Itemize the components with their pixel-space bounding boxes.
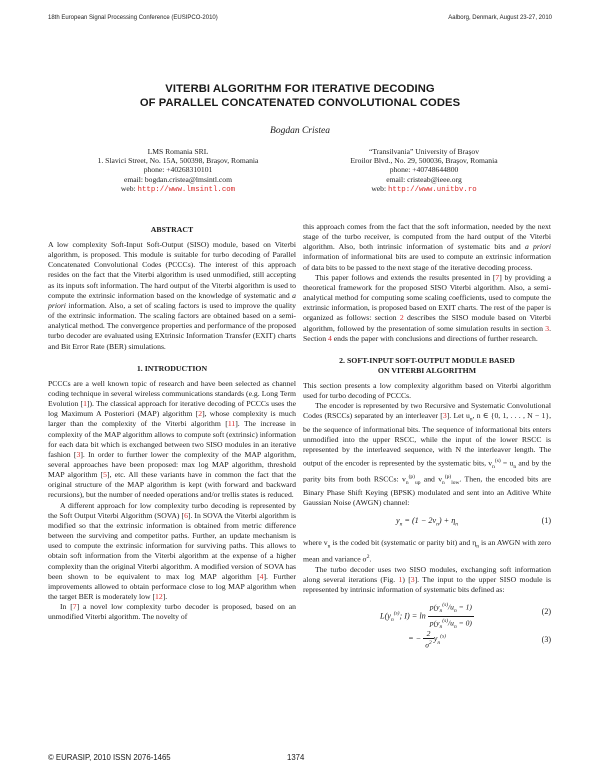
affiliation-address: Eroilor Blvd., No. 29, 500036, Braşov, Romania [350, 156, 498, 166]
citation-link[interactable]: 5 [103, 470, 108, 480]
running-header [48, 15, 552, 25]
affiliation-email: email: cristeab@ieee.org [386, 174, 462, 184]
citation-link[interactable]: 4 [259, 571, 264, 581]
section2-paragraph-4: The turbo decoder uses two SISO modules, exchanging soft information along several iterations (Fig. 1) [3]. The input to the upper SISO module is represented by intrinsic information of systematic bits defined as: [303, 564, 552, 595]
section2-paragraph-2: The encoder is represented by two Recursive and Systematic Convolutional Codes (RSCCs) separated by an interleaver [3]. Let $u_n$, n ∈ {0, 1, . . . , N − 1}, be the sequence of informational bits. The sequence of informational bits enters unmodified into the upper RSCC, while the input of the lower RSCC is represented by the interleaved sequence, with N the interleaver length. The output of the encoder is represented by the systematic bits, $v_n^{(s)} = u_n$ and by the parity bits from both RSCCs: $v_n^{(p)}_{up}$ and $v_n^{(p)}_{low}$. Then, the encoded bits are Binary Phase Shift Keying (BPSK) modulated and sent into an Aditive White Gaussian Noise (AWGN) channel: [303, 401, 552, 508]
citation-link[interactable]: 11 [227, 419, 236, 429]
intro-paragraph-1: PCCCs are a well known topic of research and have been selected as channel coding technique in several wireless communications standards (e.g. Long Term Evolution [1]). The classical approach for iterative decoding of PCCCs uses the log Maximum A Posteriori (MAP) algorithm [2], whose complexity is much larger than the complexity of the Viterbi algorithm [11]. The increase in complexity of the MAP algorithm allows to compute soft (extrinsic) information for each data bit which is exchanged between two SISO modules in an iterative fashion [3]. In order to further lower the complexity of the MAP algorithm, several approaches have been proposed: max log MAP algorithm, threshold MAP algorithm [5], etc. All these variants have in common the fact that the original structure of the MAP algorithm is kept (with forward and backward recursions), but the number of needed operations and/or trellis states is reduced. [48, 378, 297, 500]
title-line-1: VITERBI ALGORITHM FOR ITERATIVE DECODING [165, 83, 435, 95]
web-label: web: [120, 183, 138, 193]
equation-number: (2) [541, 607, 551, 617]
affiliation-web [304, 184, 544, 195]
section-link[interactable]: 2 [399, 313, 404, 323]
equation-2: $L(y_n^{(s)}$; I) = ln $\frac{p(y_n^{(s)}/u_n = 1)}{p(y_n^{(s)}/u_n = 0)}$ (2) [380, 602, 551, 631]
section2-heading: 2. SOFT-INPUT SOFT-OUTPUT MODULE BASED ON VITERBI ALGORITHM [339, 355, 515, 375]
conference-name: 18th European Signal Processing Conference (EUSIPCO-2010) [48, 15, 218, 21]
abstract-text: A low complexity Soft-Input Soft-Output (SISO) module, based on Viterbi algorithm, is proposed. This module is suitable for turbo decoding of Parallel Concatenated Convolutional Codes (PCCCs). The interest of this approach resides on the fact that the Viterbi algorithm is used unmodified, still accepting as its inputs soft information. The hard output of the Viterbi algorithm is used to compute the extrinsic information based on the knowledge of systematic and a priori information. Also, a set of scaling factors is used to improve the quality of the extrinsic information. The scaling factors are obtained based on a semi-analytical method. The convergence properties and performance of the proposed turbo decoder are evaluated using EXtrinsic Information Transfer (EXIT) charts and Bit Error Rate (BER) simulations. [48, 240, 296, 351]
intro-paragraph-2: A different approach for low complexity turbo decoding is represented by the Soft Output Viterbi Algorithm (SOVA) [6]. In SOVA the Viterbi algorithm is modified so that the extrinsic information is obtained from metric difference between the surviving and competitor paths. Further, an update mechanism is used to compute the extrinsic information for surviving paths. This allows to obtain soft information from the Viterbi algorithm at the expense of a higher complexity than the original Viterbi algorithm. A modified version of SOVA has been shown to be equivalent to max log MAP algorithm [4]. Further improvements allowed to obtain performace close to log MAP algorithm when the target BER is moderately low [12]. [48, 500, 296, 601]
equation-3: = − $\frac{2}{\sigma^2}$ $y_n^{(s)}$ (3) [408, 629, 551, 650]
author-name: Bogdan Cristea [270, 126, 330, 136]
affiliation-org: LMS Romania SRL [147, 147, 209, 156]
intro-paragraph-4: This paper follows and extends the results presented in [7] by providing a theoretical framework for the proposed SISO Viterbi algorithm. Also, a semi-analytical method for computing some scaling coefficients, used to compute the extrinsic information, is proposed based on EXIT charts. The rest of the paper is organized as follows: section 2 describes the SISO module based on Viterbi algorithm, followed by the presentation of some simulation results in section 3. Section 4 ends the paper with conclusions and directions of further research. [303, 272, 551, 343]
equation-1: $y_n = (1 - 2v_n) + \eta_n$ (1) [395, 516, 551, 528]
affiliation-email: email: bogdan.cristea@lmsintl.com [123, 174, 232, 184]
affiliation-org: “Transilvania” University of Braşov [368, 147, 480, 156]
affiliation-1 [58, 147, 298, 195]
equation-number: (3) [541, 635, 551, 645]
citation-link[interactable]: 3 [76, 449, 81, 459]
copyright-issn: © EURASIP, 2010 ISSN 2076-1465 [48, 753, 171, 762]
paper-title [40, 82, 560, 110]
conference-location-date: Aalborg, Denmark, August 23-27, 2010 [448, 15, 552, 21]
citation-link[interactable]: 1 [83, 399, 87, 409]
web-link[interactable]: http://www.unitbv.ro [387, 185, 477, 194]
equation-number: (1) [541, 516, 551, 526]
intro-continuation: this approach comes from the fact that the soft information, needed by the next stage of the turbo receiver, is computed from the hard output of the Viterbi algorithm. Also, both intrinsic information of systematic bits and a priori information of informational bits are used to compute an extrinsic information of data bits to be passed to the next stage of the iterative decoding process. [303, 222, 551, 272]
title-line-2: OF PARALLEL CONCATENATED CONVOLUTIONAL CODES [139, 97, 461, 109]
citation-link[interactable]: 3 [442, 411, 447, 421]
section2-paragraph-3: where $v_n$ is the coded bit (systematic or parity bit) and $\eta_n$ is an AWGN with zero mean and variance $\sigma^2$. [303, 538, 552, 564]
section-link[interactable]: 4 [327, 333, 332, 343]
figure-link[interactable]: 1 [398, 574, 403, 584]
intro-heading: 1. INTRODUCTION [136, 363, 208, 373]
citation-link[interactable]: 3 [410, 574, 415, 584]
affiliation-phone: phone: +40748644800 [389, 165, 459, 175]
citation-link[interactable]: 6 [184, 510, 188, 520]
affiliation-address: 1. Slavici Street, No. 15A, 500398, Braşov, Romania [97, 156, 259, 166]
right-column [303, 222, 551, 657]
page-number: 1374 [287, 753, 305, 762]
affiliation-web [58, 184, 298, 195]
web-label: web: [371, 183, 388, 193]
affiliation-phone: phone: +40268310101 [143, 165, 213, 175]
section-link[interactable]: 3 [545, 323, 550, 333]
intro-paragraph-3: In [7] a novel low complexity turbo decoder is proposed, based on an unmodified Viterbi algorithm. The novelty of [48, 602, 296, 622]
web-link[interactable]: http://www.lmsintl.com [137, 185, 236, 194]
abstract-heading: ABSTRACT [150, 225, 194, 234]
affiliation-2 [304, 147, 544, 195]
citation-link[interactable]: 2 [198, 409, 203, 419]
citation-link[interactable]: 7 [72, 602, 77, 612]
citation-link[interactable]: 7 [495, 272, 500, 282]
section2-paragraph-1: This section presents a low complexity algorithm based on Viterbi algorithm used for turbo decoding of PCCCs. [303, 380, 551, 401]
page-footer [48, 753, 552, 765]
left-column [48, 222, 296, 622]
citation-link[interactable]: 12 [155, 592, 163, 601]
